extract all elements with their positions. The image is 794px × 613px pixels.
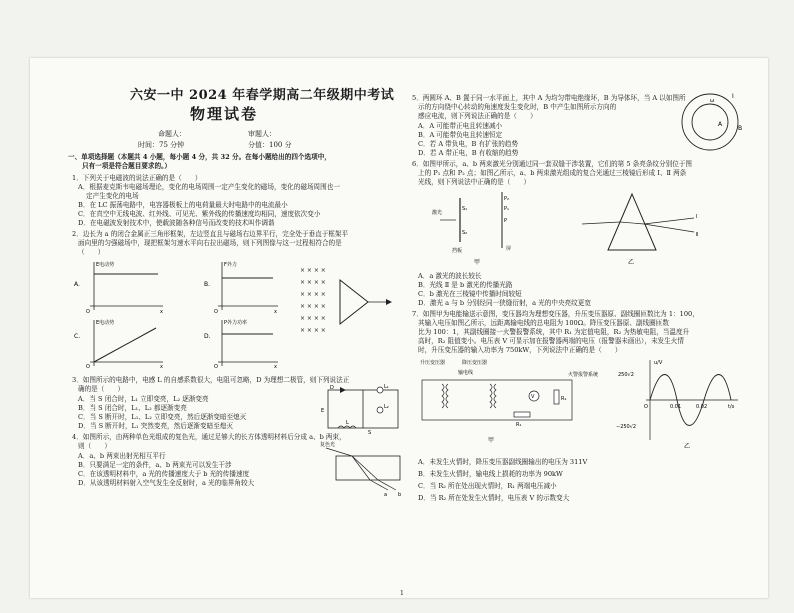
q6-option-a: A．a 激光的波长较长 — [418, 272, 482, 280]
q3-stem: 3．如图所示的电路中，电感 L 的自感系数很大，电阻可忽略，D 为理想二极管，则下列说法正 — [72, 376, 350, 384]
svg-text:E电动势: E电动势 — [96, 320, 115, 326]
q4-stem: 4．如图所示，由两种单色光组成的复色光，通过足够大的长方体透明材料后分成 a、b 两束， — [72, 433, 346, 441]
svg-text:250√2: 250√2 — [618, 372, 634, 378]
svg-text:b: b — [398, 492, 402, 498]
q1-option-d: D．在电磁波发射技术中，使载波随各种信号而改变的技术叫作调谐 — [78, 219, 275, 227]
svg-text:x: x — [160, 364, 163, 368]
q4-option-c: C．在该透明材料中，a 光的传播速度大于 b 光的传播速度 — [78, 470, 250, 478]
svg-text:屏: 屏 — [506, 246, 512, 252]
svg-text:甲: 甲 — [474, 259, 481, 266]
q7-voltage-graph — [616, 360, 738, 450]
svg-text:S₂: S₂ — [462, 230, 468, 236]
q1-stem: 1．下列关于电磁波的说法正确的是（ ） — [72, 174, 202, 182]
section1-heading-line2: 只有一项是符合题目要求的。） — [82, 162, 172, 170]
svg-text:火警报警系统: 火警报警系统 — [568, 372, 599, 378]
svg-text:甲: 甲 — [488, 437, 495, 444]
q4-stem-line2: 则（ ） — [78, 442, 111, 450]
q7-option-b: B．未发生火情时，输电线上损耗的功率为 90kW — [418, 470, 563, 478]
svg-text:R₁: R₁ — [516, 422, 522, 428]
svg-text:L₁: L₁ — [384, 384, 389, 390]
q4-option-b: B．只要满足一定的条件，a、b 两束光可以发生干涉 — [78, 461, 232, 469]
q2-opt-a: A. — [74, 281, 80, 288]
svg-text:x: x — [274, 309, 277, 315]
score-label: 分值：100 分 — [248, 141, 292, 149]
q6-option-b: B．光线 Ⅱ 是 b 激光的传播光路 — [418, 281, 513, 289]
svg-text:D: D — [330, 385, 334, 391]
svg-text:乙: 乙 — [628, 259, 635, 266]
svg-text:ω: ω — [710, 98, 715, 104]
q5-option-a: A．A 可能带正电且转速减小 — [418, 122, 503, 130]
q6-option-c: C．b 激光在三棱镜中传播时间较短 — [418, 290, 522, 298]
q7-transmission-diagram — [420, 359, 598, 444]
q6-prism — [582, 194, 698, 266]
q6-stem-line3: 光线，则下列说法中正确的是（ ） — [418, 178, 531, 186]
svg-text:x: x — [274, 364, 277, 368]
q5-option-d: D．若 A 带正电，B 有收缩的趋势 — [418, 149, 519, 157]
svg-text:O: O — [86, 364, 90, 368]
q6-figures — [432, 188, 752, 268]
svg-text:O: O — [644, 404, 648, 410]
exam-title: 六安一中 2024 年春学期高二年级期中考试 — [130, 88, 395, 103]
svg-text:P: P — [504, 218, 508, 224]
exam-subject: 物理试卷 — [190, 105, 259, 123]
exam-paper — [30, 58, 768, 598]
svg-text:乙: 乙 — [684, 443, 691, 450]
q2-a-ylabel: E电动势 — [96, 262, 115, 268]
svg-text:O: O — [214, 364, 218, 368]
q7-stem-line4: 高时，R₂ 阻值变小。电压表 V 可显示加在报警器两端的电压（报警器未画出），未发生火情 — [418, 337, 684, 345]
q5-option-b: B．A 可能带负电且转速恒定 — [418, 131, 503, 139]
svg-text:× × × ×: × × × × — [300, 303, 326, 310]
svg-text:× × × ×: × × × × — [300, 315, 326, 322]
q2-graph-b — [214, 261, 278, 315]
svg-text:× × × ×: × × × × — [300, 267, 326, 274]
svg-text:a: a — [384, 492, 388, 498]
q7-stem-line3: 比为 100：1，其副线圈接一火警报警系统，其中 R₁ 为定值电阻，R₂ 为热敏电阻，当温度升 — [418, 328, 690, 336]
q7-figures — [418, 356, 753, 452]
q5-stem: 5．两圆环 A、B 置于同一水平面上，其中 A 为均匀带电绝缘环，B 为导体环，当 A 以如图所 — [412, 94, 686, 102]
svg-text:P₁: P₁ — [504, 206, 510, 212]
q2-magnetic-field — [300, 267, 392, 334]
q7-option-d: D．当 R₂ 所在处发生火情时，电压表 V 的示数变大 — [418, 494, 570, 502]
author-label: 命题人： — [158, 130, 186, 138]
q5-stem-line3: 感应电流，则下列说法正确的是（ ） — [418, 112, 537, 120]
svg-text:挡板: 挡板 — [452, 248, 463, 254]
q1-option-a-cont: 定产生变化的电场 — [86, 192, 139, 200]
svg-text:S₁: S₁ — [462, 206, 468, 212]
q2-graph-a — [86, 261, 163, 315]
svg-text:Ⅰ: Ⅰ — [696, 214, 698, 220]
q5-rings-figure — [674, 88, 754, 154]
svg-text:t/s: t/s — [728, 404, 735, 410]
svg-text:L: L — [346, 420, 349, 426]
q7-stem-line5: 时，升压变压器的输入功率为 750kW，下列说法中正确的是（ ） — [418, 346, 622, 354]
svg-text:A: A — [718, 121, 723, 128]
q1-option-a: A．根据麦克斯韦电磁场理论，变化的电场周围一定产生变化的磁场，变化的磁场周围也一 — [78, 183, 340, 191]
q7-option-a: A．未发生火情时，降压变压器副线圈输出的电压为 311V — [418, 458, 588, 466]
svg-text:Ⅱ: Ⅱ — [696, 232, 699, 238]
q6-stem-line2: 上的 P₁ 点和 P₂ 点；如图乙所示，a、b 两束激光组成的复合光通过三棱镜后形成 Ⅰ、Ⅱ 两条 — [418, 169, 687, 177]
svg-text:O: O — [86, 309, 90, 315]
q6-double-slit — [432, 192, 511, 266]
svg-text:x: x — [160, 309, 163, 315]
svg-text:L₂: L₂ — [384, 404, 389, 410]
q3-option-d: D．当 S 断开时，L₁ 突然变亮，然后逐渐变暗至熄灭 — [78, 422, 233, 430]
svg-text:降压变压器: 降压变压器 — [462, 360, 488, 366]
q2-opt-c: C. — [74, 333, 81, 340]
svg-text:S: S — [368, 430, 372, 434]
q7-stem: 7．如图甲为电能输送示意图，变压器均为理想变压器，升压变压器原、副线圈匝数比为 1：100， — [412, 310, 699, 318]
svg-text:F外力: F外力 — [224, 262, 237, 268]
q5-option-c: C．若 A 带负电，B 有扩张的趋势 — [418, 140, 519, 148]
q2-opt-b: B. — [204, 281, 211, 288]
q7-option-c: C．当 R₂ 所在处出现火情时，R₁ 两端电压减小 — [418, 482, 557, 490]
q7-stem-line2: 其输入电压如图乙所示，远距离输电线的总电阻为 100Ω。降压变压器原、副线圈匝数 — [418, 319, 669, 327]
q3-circuit — [318, 384, 408, 434]
q1-option-b: B．在 LC 振荡电路中，电容器极板上的电荷量最大时电路中的电流最小 — [78, 201, 288, 209]
q2-figures — [68, 258, 408, 368]
q3-stem-line2: 确的是（ ） — [78, 385, 125, 393]
svg-text:R₂: R₂ — [561, 396, 567, 402]
svg-text:E: E — [321, 408, 325, 414]
svg-text:u/V: u/V — [654, 360, 663, 366]
svg-text:× × × ×: × × × × — [300, 291, 326, 298]
svg-text:P外力功率: P外力功率 — [224, 320, 248, 326]
q4-option-d: D．从该透明材料射入空气发生全反射时，a 光的临界角较大 — [78, 479, 255, 487]
page-number: 1 — [400, 590, 404, 597]
q2-graph-c — [86, 319, 163, 368]
q4-block-figure — [318, 438, 408, 498]
q2-graph-d — [214, 319, 278, 368]
svg-text:0.02: 0.02 — [696, 404, 708, 410]
svg-text:P₂: P₂ — [504, 196, 510, 202]
svg-text:O: O — [214, 309, 218, 315]
q3-option-a: A．当 S 闭合时，L₁ 立即变亮，L₂ 逐渐变亮 — [78, 395, 209, 403]
q1-option-c: C．在真空中无线电波、红外线、可见光、紫外线的传播速度均相同，速度依次变小 — [78, 210, 321, 218]
reviewer-label: 审题人： — [248, 130, 276, 138]
svg-text:复色光: 复色光 — [320, 442, 336, 448]
time-label: 时间：75 分钟 — [138, 141, 185, 149]
q2-stem-line2: 面向里的匀强磁场中，现把框架匀速水平向右拉出磁场，则下列图像与这一过程相符合的是 — [78, 239, 342, 247]
q6-option-d: D．激光 a 与 b 分别经同一狭缝衍射，a 光的中央亮纹更宽 — [418, 299, 591, 307]
q2-stem: 2．边长为 a 的闭合金属正三角形框架，左边竖直且与磁场右边界平行，完全处于垂直于框架平 — [72, 230, 349, 238]
svg-text:I: I — [732, 93, 734, 100]
q2-opt-d: D. — [204, 333, 211, 340]
q4-option-a: A．a、b 两束出射光相互平行 — [78, 452, 166, 460]
q2-stem-line3: （ ） — [78, 248, 105, 256]
q3-option-c: C．当 S 断开时，L₁、L₂ 立即变亮，然后逐渐变暗至熄灭 — [78, 413, 247, 421]
svg-text:V: V — [531, 394, 535, 400]
svg-text:输电线: 输电线 — [458, 370, 474, 376]
q5-stem-line2: 示的方向绕中心转动的角速度发生变化时，B 中产生如图所示方向的 — [418, 103, 617, 111]
svg-text:−250√2: −250√2 — [616, 424, 637, 430]
q6-stem: 6．如图甲所示，a、b 两束激光分别通过同一套双缝干涉装置，它们的第 5 条亮条纹分别位于图 — [412, 160, 692, 168]
q3-option-b: B．当 S 闭合时，L₁、L₂ 都逐渐变亮 — [78, 404, 187, 412]
svg-text:激光: 激光 — [432, 210, 443, 216]
section1-heading: 一、单项选择题（本题共 4 小题，每小题 4 分，共 32 分。在每小题给出的四个选项中， — [68, 153, 331, 161]
svg-text:0.01: 0.01 — [670, 404, 682, 410]
svg-text:升压变压器: 升压变压器 — [420, 360, 446, 366]
svg-text:× × × ×: × × × × — [300, 279, 326, 286]
svg-text:B: B — [738, 125, 743, 132]
svg-text:× × × ×: × × × × — [300, 327, 326, 334]
